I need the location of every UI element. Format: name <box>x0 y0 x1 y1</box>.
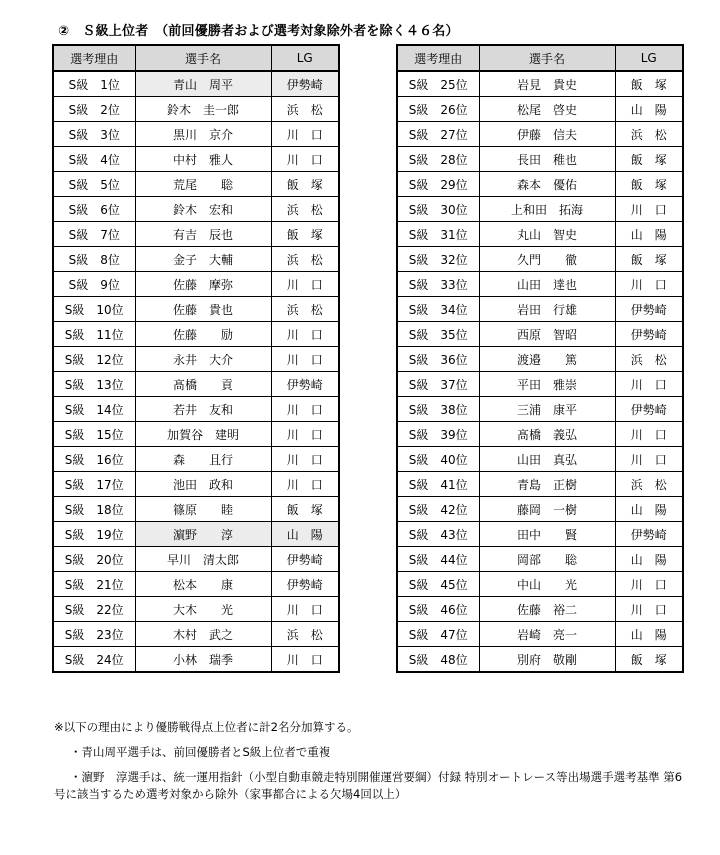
rank-cell: S級 19位 <box>53 522 135 547</box>
rider-name-cell: 伊藤 信夫 <box>479 122 615 147</box>
table-row <box>397 97 683 122</box>
lg-cell: 川 口 <box>615 447 683 472</box>
rider-name-cell: 金子 大輔 <box>135 247 271 272</box>
lg-cell: 伊勢崎 <box>615 397 683 422</box>
table-row <box>397 447 683 472</box>
table-row <box>53 547 339 572</box>
table-row <box>53 622 339 647</box>
rider-name-cell: 鈴木 宏和 <box>135 197 271 222</box>
table-row <box>53 247 339 272</box>
rank-cell: S級 15位 <box>53 422 135 447</box>
lg-cell: 川 口 <box>615 272 683 297</box>
rider-name-cell: 田中 賢 <box>479 522 615 547</box>
lg-cell: 川 口 <box>271 647 339 673</box>
rank-cell: S級 16位 <box>53 447 135 472</box>
rider-name-cell: 山田 真弘 <box>479 447 615 472</box>
table-row <box>53 147 339 172</box>
table-row <box>397 397 683 422</box>
rank-cell: S級 9位 <box>53 272 135 297</box>
lg-cell: 川 口 <box>271 597 339 622</box>
rider-name-cell: 髙橋 貢 <box>135 372 271 397</box>
rank-cell: S級 14位 <box>53 397 135 422</box>
lg-cell: 山 陽 <box>615 497 683 522</box>
lg-cell: 飯 塚 <box>615 147 683 172</box>
rider-name-cell: 平田 雅崇 <box>479 372 615 397</box>
lg-cell: 川 口 <box>615 197 683 222</box>
rider-name-cell: 渡邉 篤 <box>479 347 615 372</box>
rider-name-cell: 佐藤 裕二 <box>479 597 615 622</box>
rank-cell: S級 5位 <box>53 172 135 197</box>
table-row <box>397 422 683 447</box>
table-row <box>53 97 339 122</box>
rider-name-cell: 森本 優佑 <box>479 172 615 197</box>
table-row <box>397 247 683 272</box>
table-row <box>397 547 683 572</box>
table-row <box>53 422 339 447</box>
rank-cell: S級 20位 <box>53 547 135 572</box>
rider-name-cell: 大木 光 <box>135 597 271 622</box>
lg-cell: 飯 塚 <box>271 172 339 197</box>
rider-name-cell: 丸山 智史 <box>479 222 615 247</box>
rank-cell: S級 27位 <box>397 122 479 147</box>
rider-name-cell: 山田 達也 <box>479 272 615 297</box>
rank-cell: S級 4位 <box>53 147 135 172</box>
rider-name-cell: 永井 大介 <box>135 347 271 372</box>
table-row <box>53 397 339 422</box>
table-row <box>397 497 683 522</box>
table-row <box>53 347 339 372</box>
table-row <box>397 272 683 297</box>
lg-cell: 川 口 <box>271 447 339 472</box>
table-row <box>53 522 339 547</box>
rider-name-cell: 岩崎 亮一 <box>479 622 615 647</box>
rank-cell: S級 12位 <box>53 347 135 372</box>
lg-cell: 川 口 <box>271 472 339 497</box>
table-row <box>397 472 683 497</box>
rank-cell: S級 37位 <box>397 372 479 397</box>
rider-name-cell: 松尾 啓史 <box>479 97 615 122</box>
table-row <box>53 372 339 397</box>
rank-cell: S級 3位 <box>53 122 135 147</box>
rank-cell: S級 39位 <box>397 422 479 447</box>
rank-cell: S級 46位 <box>397 597 479 622</box>
rider-name-cell: 荒尾 聡 <box>135 172 271 197</box>
note-text: ・青山周平選手は、前回優勝者とS級上位者で重複 <box>70 745 331 759</box>
lg-cell: 川 口 <box>271 147 339 172</box>
table-row <box>397 322 683 347</box>
rider-name-cell: 佐藤 励 <box>135 322 271 347</box>
lg-cell: 山 陽 <box>271 522 339 547</box>
rider-name-cell: 小林 瑞季 <box>135 647 271 673</box>
rider-name-cell: 上和田 拓海 <box>479 197 615 222</box>
rank-cell: S級 47位 <box>397 622 479 647</box>
rider-name-cell: 黒川 京介 <box>135 122 271 147</box>
rank-cell: S級 22位 <box>53 597 135 622</box>
lg-cell: 川 口 <box>271 397 339 422</box>
lg-cell: 山 陽 <box>615 222 683 247</box>
column-header-lg: LG <box>615 45 683 71</box>
lg-cell: 川 口 <box>615 572 683 597</box>
rider-name-cell: 鈴木 圭一郎 <box>135 97 271 122</box>
lg-cell: 伊勢崎 <box>615 297 683 322</box>
rider-name-cell: 藤岡 一樹 <box>479 497 615 522</box>
lg-cell: 山 陽 <box>615 547 683 572</box>
lg-cell: 飯 塚 <box>615 172 683 197</box>
table-row <box>53 322 339 347</box>
lg-cell: 浜 松 <box>615 472 683 497</box>
lg-cell: 伊勢崎 <box>271 572 339 597</box>
lg-cell: 山 陽 <box>615 622 683 647</box>
rider-name-cell: 岩田 行雄 <box>479 297 615 322</box>
rank-cell: S級 38位 <box>397 397 479 422</box>
rider-name-cell: 佐藤 貴也 <box>135 297 271 322</box>
rank-cell: S級 24位 <box>53 647 135 673</box>
table-row <box>53 71 339 97</box>
rank-cell: S級 42位 <box>397 497 479 522</box>
rank-cell: S級 10位 <box>53 297 135 322</box>
lg-cell: 飯 塚 <box>615 247 683 272</box>
rider-name-cell: 髙橋 義弘 <box>479 422 615 447</box>
note-text: ・濵野 淳選手は、統一運用指針（小型自動車競走特別開催運営要綱）付録 特別オートレース等出場選手選考基準 第6号に該当するため選考対象から除外（家事都合による欠場4回以上） <box>54 770 683 801</box>
rank-cell: S級 40位 <box>397 447 479 472</box>
rider-name-cell: 早川 清太郎 <box>135 547 271 572</box>
lg-cell: 伊勢崎 <box>271 547 339 572</box>
rank-cell: S級 41位 <box>397 472 479 497</box>
rank-cell: S級 2位 <box>53 97 135 122</box>
table-row <box>397 172 683 197</box>
rank-cell: S級 8位 <box>53 247 135 272</box>
rank-cell: S級 28位 <box>397 147 479 172</box>
lg-cell: 川 口 <box>271 347 339 372</box>
rider-name-cell: 長田 稚也 <box>479 147 615 172</box>
table-row <box>53 497 339 522</box>
lg-cell: 飯 塚 <box>615 71 683 97</box>
column-header-name: 選手名 <box>479 45 615 71</box>
rider-name-cell: 岩見 貴史 <box>479 71 615 97</box>
rider-name-cell: 松本 康 <box>135 572 271 597</box>
lg-cell: 伊勢崎 <box>615 322 683 347</box>
rider-name-cell: 三浦 康平 <box>479 397 615 422</box>
lg-cell: 川 口 <box>615 422 683 447</box>
table-row <box>397 597 683 622</box>
table-row <box>53 222 339 247</box>
rider-name-cell: 佐藤 摩弥 <box>135 272 271 297</box>
table-row <box>397 372 683 397</box>
table-row <box>397 347 683 372</box>
rider-name-cell: 青島 正樹 <box>479 472 615 497</box>
lg-cell: 飯 塚 <box>615 647 683 673</box>
lg-cell: 浜 松 <box>615 347 683 372</box>
rank-cell: S級 13位 <box>53 372 135 397</box>
table-row <box>397 622 683 647</box>
table-row <box>53 272 339 297</box>
lg-cell: 浜 松 <box>271 622 339 647</box>
lg-cell: 川 口 <box>615 372 683 397</box>
table-row <box>53 122 339 147</box>
rank-cell: S級 1位 <box>53 71 135 97</box>
rider-name-cell: 岡部 聡 <box>479 547 615 572</box>
table-row <box>397 572 683 597</box>
lg-cell: 伊勢崎 <box>271 71 339 97</box>
rider-name-cell: 加賀谷 建明 <box>135 422 271 447</box>
rank-cell: S級 36位 <box>397 347 479 372</box>
table-row <box>53 172 339 197</box>
rank-cell: S級 25位 <box>397 71 479 97</box>
ranking-table-left <box>52 44 340 673</box>
lg-cell: 川 口 <box>271 322 339 347</box>
rider-name-cell: 中村 雅人 <box>135 147 271 172</box>
rider-name-cell: 濵野 淳 <box>135 522 271 547</box>
table-row <box>53 197 339 222</box>
table-row <box>397 147 683 172</box>
notes <box>54 719 684 803</box>
rank-cell: S級 44位 <box>397 547 479 572</box>
table-row <box>53 447 339 472</box>
rank-cell: S級 18位 <box>53 497 135 522</box>
rank-cell: S級 7位 <box>53 222 135 247</box>
rider-name-cell: 別府 敬剛 <box>479 647 615 673</box>
rider-name-cell: 森 且行 <box>135 447 271 472</box>
table-row <box>397 197 683 222</box>
rank-cell: S級 17位 <box>53 472 135 497</box>
column-header-reason: 選考理由 <box>397 45 479 71</box>
table-row <box>53 472 339 497</box>
rank-cell: S級 45位 <box>397 572 479 597</box>
lg-cell: 山 陽 <box>615 97 683 122</box>
rank-cell: S級 23位 <box>53 622 135 647</box>
table-row <box>397 522 683 547</box>
column-header-reason: 選考理由 <box>53 45 135 71</box>
table-row <box>53 647 339 673</box>
rank-cell: S級 6位 <box>53 197 135 222</box>
rank-cell: S級 35位 <box>397 322 479 347</box>
rider-name-cell: 中山 光 <box>479 572 615 597</box>
table-row <box>397 297 683 322</box>
rider-name-cell: 青山 周平 <box>135 71 271 97</box>
lg-cell: 川 口 <box>271 122 339 147</box>
lg-cell: 飯 塚 <box>271 497 339 522</box>
lg-cell: 浜 松 <box>271 197 339 222</box>
rank-cell: S級 33位 <box>397 272 479 297</box>
column-header-lg: LG <box>271 45 339 71</box>
note-text: ※以下の理由により優勝戦得点上位者に計2名分加算する。 <box>54 720 359 734</box>
rank-cell: S級 48位 <box>397 647 479 673</box>
lg-cell: 川 口 <box>615 597 683 622</box>
rider-name-cell: 木村 武之 <box>135 622 271 647</box>
lg-cell: 伊勢崎 <box>615 522 683 547</box>
rank-cell: S級 29位 <box>397 172 479 197</box>
table-row <box>397 71 683 97</box>
rider-name-cell: 西原 智昭 <box>479 322 615 347</box>
table-row <box>53 297 339 322</box>
rank-cell: S級 21位 <box>53 572 135 597</box>
rank-cell: S級 11位 <box>53 322 135 347</box>
column-header-name: 選手名 <box>135 45 271 71</box>
lg-cell: 川 口 <box>271 272 339 297</box>
rank-cell: S級 30位 <box>397 197 479 222</box>
lg-cell: 川 口 <box>271 422 339 447</box>
table-row <box>53 572 339 597</box>
section-heading: ② Ｓ級上位者 （前回優勝者および選考対象除外者を除く４６名） <box>58 24 459 39</box>
table-row <box>397 647 683 673</box>
rank-cell: S級 43位 <box>397 522 479 547</box>
lg-cell: 伊勢崎 <box>271 372 339 397</box>
rank-cell: S級 34位 <box>397 297 479 322</box>
rider-name-cell: 篠原 睦 <box>135 497 271 522</box>
lg-cell: 飯 塚 <box>271 222 339 247</box>
rider-name-cell: 若井 友和 <box>135 397 271 422</box>
rank-cell: S級 32位 <box>397 247 479 272</box>
ranking-table-right <box>396 44 684 673</box>
lg-cell: 浜 松 <box>615 122 683 147</box>
rank-cell: S級 26位 <box>397 97 479 122</box>
lg-cell: 浜 松 <box>271 97 339 122</box>
rider-name-cell: 池田 政和 <box>135 472 271 497</box>
rank-cell: S級 31位 <box>397 222 479 247</box>
rider-name-cell: 久門 徹 <box>479 247 615 272</box>
rider-name-cell: 有吉 辰也 <box>135 222 271 247</box>
lg-cell: 浜 松 <box>271 247 339 272</box>
table-row <box>53 597 339 622</box>
table-row <box>397 222 683 247</box>
lg-cell: 浜 松 <box>271 297 339 322</box>
table-row <box>397 122 683 147</box>
